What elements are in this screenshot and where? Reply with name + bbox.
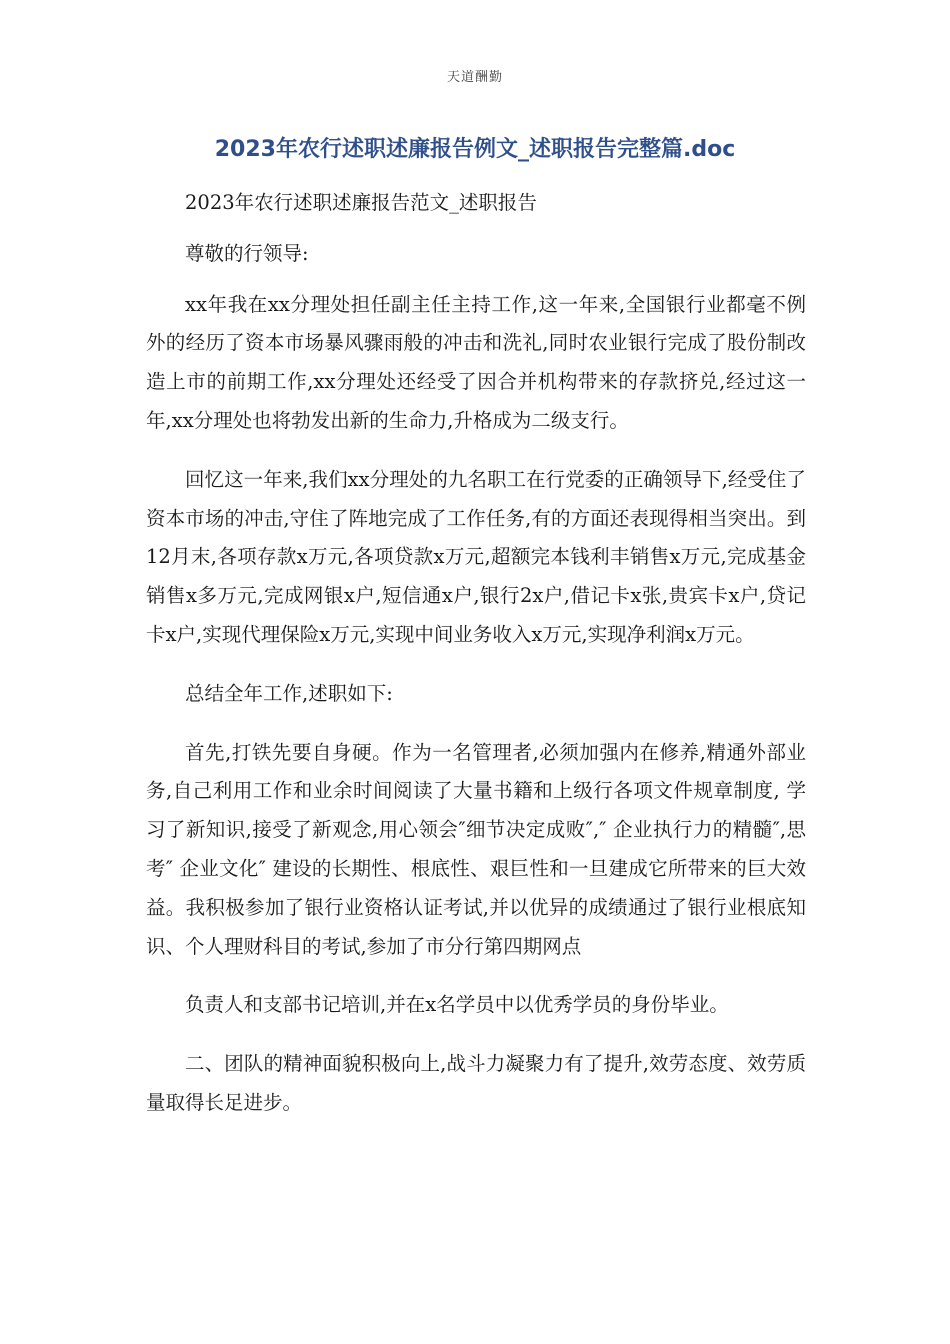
paragraph-intro: xx年我在xx分理处担任副主任主持工作,这一年来,全国银行业都毫不例外的经历了资本市场暴风骤雨般的冲击和洗礼,同时农业银行完成了股份制改造上市的前期工作,xx分理处还经受了因合并机构带来的存款挤兑,经过这一年,xx分理处也将勃发出新的生命力,升格成为二级支行。	[146, 292, 806, 432]
paragraph-review: 回忆这一年来,我们xx分理处的九名职工在行党委的正确领导下,经受住了资本市场的冲击,守住了阵地完成了工作任务,有的方面还表现得相当突出。到12月末,各项存款x万元,各项贷款x万元,超额完本钱利丰销售x万元,完成基金销售x多万元,完成网银x户,短信通x户,银行2x户,借记卡x张,贵宾卡x户,贷记卡x户,实现代理保险x万元,实现中间业务收入x万元,实现净利润x万元。	[146, 467, 806, 646]
document-title: 2023年农行述职述廉报告例文_述职报告完整篇.doc	[214, 137, 736, 162]
header-mark: 天道酬勤	[446, 70, 503, 85]
paragraph-first-point: 首先,打铁先要自身硬。作为一名管理者,必须加强内在修养,精通外部业务,自己利用工作和业余时间阅读了大量书籍和上级行各项文件规章制度, 学习了新知识,接受了新观念,用心领会″细节决定成败″,″ 企业执行力的精髓″,思考″ 企业文化″ 建设的长期性、根底性、艰巨性和一旦建成它所带来的巨大效益。我积极参加了银行业资格认证考试,并以优异的成绩通过了银行业根底知识、个人理财科目的考试,参加了市分行第四期网点	[146, 740, 806, 958]
paragraph-salutation: 尊敬的行领导:	[185, 241, 309, 265]
document-body	[146, 184, 806, 1143]
paragraph-training: 负责人和支部书记培训,并在x名学员中以优秀学员的身份毕业。	[185, 993, 729, 1017]
paragraph-summary-lead: 总结全年工作,述职如下:	[185, 681, 393, 705]
paragraph-subtitle: 2023年农行述职述廉报告范文_述职报告	[185, 191, 537, 214]
paragraph-second-point: 二、团队的精神面貌积极向上,战斗力凝聚力有了提升,效劳态度、效劳质量取得长足进步。	[146, 1052, 806, 1114]
